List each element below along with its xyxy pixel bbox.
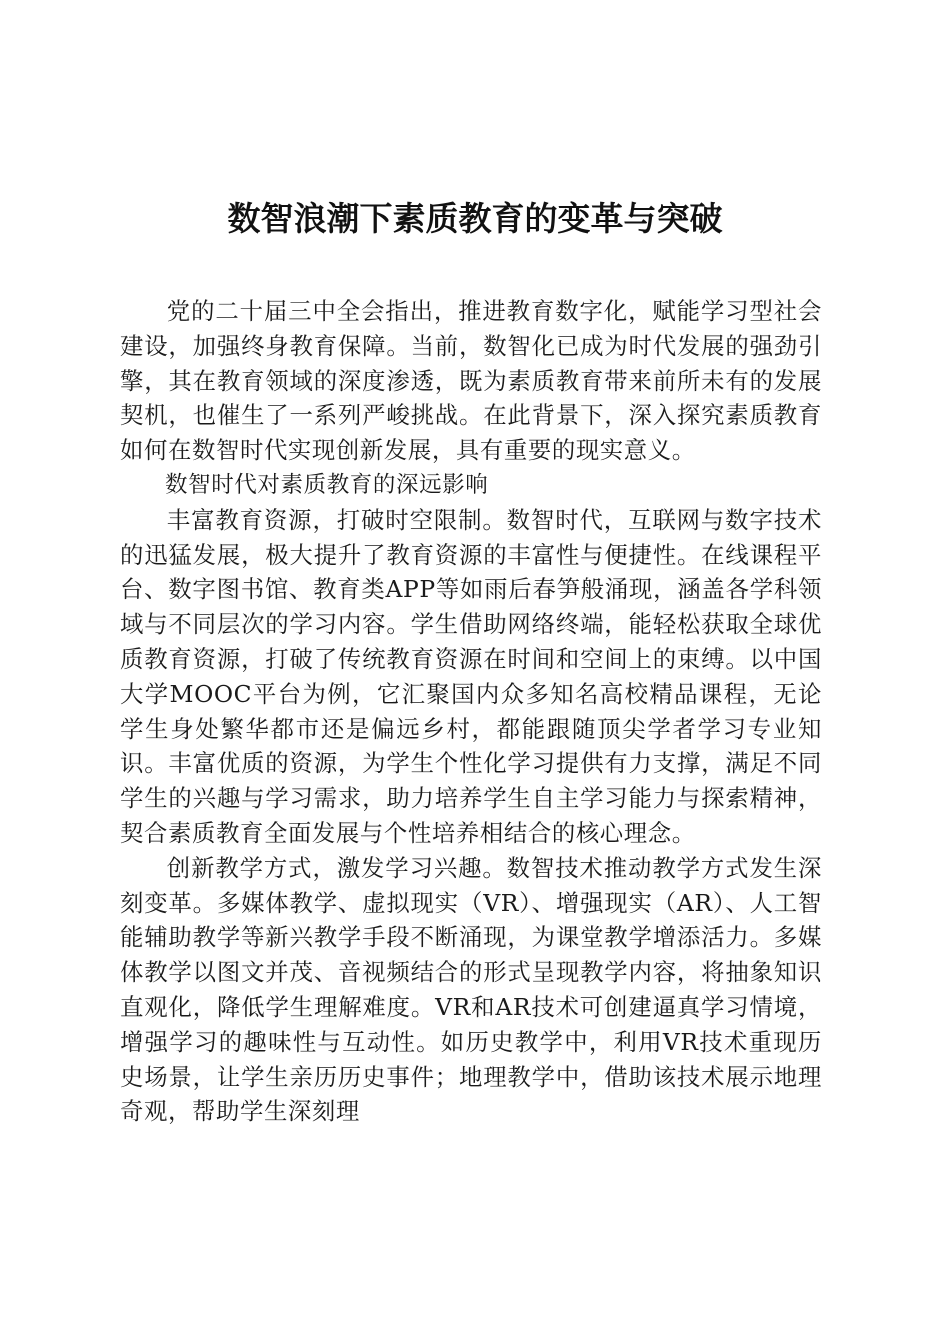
paragraph-lead: 创新教学方式，激发学习兴趣。 [166, 853, 507, 882]
body-paragraph [120, 503, 822, 851]
section-heading: 数智时代对素质教育的深远影响 [165, 471, 489, 498]
paragraph-text: 数智技术推动教学方式发生深刻变革。多媒体教学、虚拟现实（VR）、增强现实（AR）、人工智能辅助教学等新兴教学手段不断涌现，为课堂教学增添活力。多媒体教学以图文并茂、音视频结合的形式呈现教学内容，将抽象知识直观化，降低学生理解难度。VR和AR技术可创建逼真学习情境，增强学习的趣味性与互动性。如历史教学中，利用VR技术重现历史场景，让学生亲历历史事件；地理教学中，借助该技术展示地理奇观，帮助学生深刻理 [120, 853, 822, 1126]
body-paragraph [120, 851, 822, 1129]
paragraph-text: 数智时代，互联网与数字技术的迅猛发展，极大提升了教育资源的丰富性与便捷性。在线课程平台、数字图书馆、教育类APP等如雨后春笋般涌现，涵盖各学科领域与不同层次的学习内容。学生借助网络终端，能轻松获取全球优质教育资源，打破了传统教育资源在时间和空间上的束缚。以中国大学MOOC平台为例，它汇聚国内众多知名高校精品课程，无论学生身处繁华都市还是偏远乡村，都能跟随顶尖学者学习专业知识。丰富优质的资源，为学生个性化学习提供有力支撑，满足不同学生的兴趣与学习需求，助力培养学生自主学习能力与探索精神，契合素质教育全面发展与个性培养相结合的核心理念。 [120, 505, 822, 847]
paragraph-lead: 丰富教育资源，打破时空限制。 [166, 505, 507, 534]
intro-paragraph: 党的二十届三中全会指出，推进教育数字化，赋能学习型社会建设，加强终身教育保障。当前，数智化已成为时代发展的强劲引擎，其在教育领域的深度渗透，既为素质教育带来前所未有的发展契机，也催生了一系列严峻挑战。在此背景下，深入探究素质教育如何在数智时代实现创新发展，具有重要的现实意义。 [120, 297, 822, 465]
document-title: 数智浪潮下素质教育的变革与突破 [227, 199, 723, 238]
document-body [120, 294, 822, 1129]
